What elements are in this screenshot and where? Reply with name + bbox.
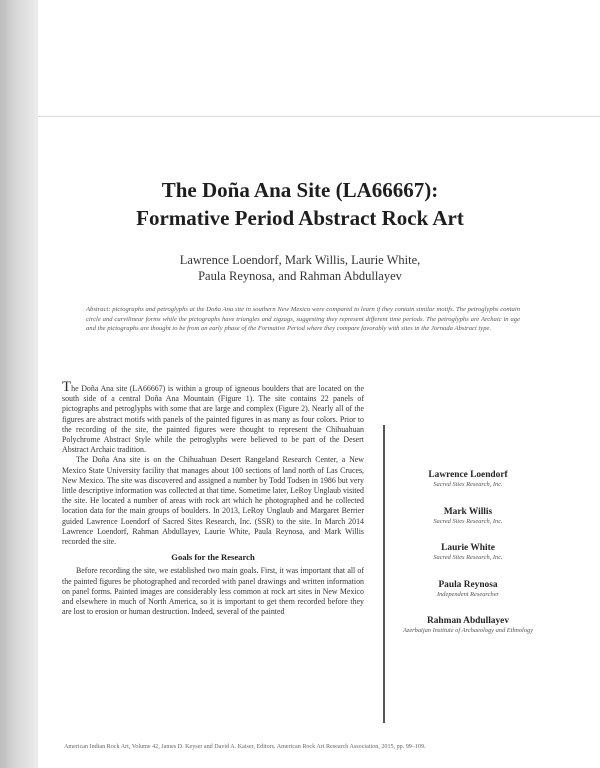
byline-line-2: Paula Reynosa, and Rahman Abdullayev	[198, 269, 402, 283]
column-divider	[383, 425, 385, 723]
author-block	[392, 615, 544, 636]
author-affiliation: Independent Researcher	[436, 590, 500, 598]
body-text	[62, 379, 364, 617]
abstract: Abstract: pictographs and petroglyphs at the Doña Ana site in southern New Mexico were compared to learn if they contain similar motifs. The petroglyphs contain circle and curvilinear forms while the pictographs have triangles and zigzags, suggesting they represent different time periods. The petroglyphs are Archaic in age and the pictographs are thought to be from an early phase of the Formative Period where they compare favorably with sites in the Jornada Abstract type.	[86, 306, 520, 333]
author-sidebar	[392, 469, 544, 652]
title-line-2: Formative Period Abstract Rock Art	[136, 206, 464, 230]
byline-line-1: Lawrence Loendorf, Mark Willis, Laurie White,	[179, 253, 421, 267]
scan-edge-shadow	[0, 0, 38, 768]
author-affiliation: Sacred Sites Research, Inc.	[433, 481, 503, 488]
author-name: Mark Willis	[443, 506, 493, 517]
paragraph-1	[62, 379, 364, 455]
author-affiliation: Azerbaijan Institute of Archaeology and Ethnology	[402, 627, 534, 634]
author-name: Lawrence Loendorf	[428, 470, 508, 480]
article-title	[0, 176, 600, 232]
author-block	[392, 506, 544, 527]
section-heading: Goals for the Research	[171, 552, 255, 563]
page-footer: American Indian Rock Art, Volume 42, James D. Keyser and David A. Kaiser, Editors. American Rock Art Research Association, 2015, pp. 99–109.	[64, 744, 426, 750]
author-name: Paula Reynosa	[438, 579, 498, 590]
paragraph-1-text: he Doña Ana site (LA66667) is within a group of igneous boulders that are located on the south side of a central Doña Ana Mountain (Figure 1). The site contains 22 panels of pictographs and petroglyphs with some that are large and complex (Figure 2). Nearly all of the figures are abstract motifs with panels of the painted figures in as many as four colors. Prior to the recording of the site, the painted figures were thought to represent the Chihuahuan Polychrome Abstract Style while the petroglyphs were believed to be part of the Desert Abstract Archaic tradition.	[62, 384, 364, 455]
author-name: Laurie White	[441, 543, 495, 553]
title-line-1: The Doña Ana Site (LA66667):	[161, 178, 439, 202]
author-name: Rahman Abdullayev	[426, 616, 510, 626]
paragraph-3: Before recording the site, we established two main goals. First, it was important that all of the painted figures be photographed and recorded with panel drawings and written information on panel forms. Painted images are considerably less common at rock art sites in New Mexico and elsewhere in much of North America, so it is important to get them recorded before they are lost to erosion or human destruction. Indeed, several of the painted	[62, 566, 364, 617]
author-affiliation: Sacred Sites Research, Inc.	[433, 517, 503, 525]
author-block	[392, 469, 544, 490]
dropcap: T	[62, 379, 72, 395]
author-block	[392, 579, 544, 600]
header-rule	[38, 116, 600, 117]
author-affiliation: Sacred Sites Research, Inc.	[433, 554, 503, 561]
paragraph-2: The Doña Ana site is on the Chihuahuan Desert Rangeland Research Center, a New Mexico State University facility that manages about 100 sections of land north of Las Cruces, New Mexico. The site was discovered and assigned a number by Todd Todsen in 1986 but very little descriptive information was collected at that time. Sometime later, LeRoy Unglaub visited the site. He located a number of areas with rock art which he photographed and he collected location data for the main groups of boulders. In 2013, LeRoy Unglaub and Margaret Berrier guided Lawrence Loendorf of Sacred Sites Research, Inc. (SSR) to the site. In March 2014 Lawrence Loendorf, Rahman Abdullayev, Laurie White, Paula Reynosa, and Mark Willis recorded the site.	[62, 455, 364, 547]
author-block	[392, 542, 544, 563]
author-byline	[0, 252, 600, 284]
